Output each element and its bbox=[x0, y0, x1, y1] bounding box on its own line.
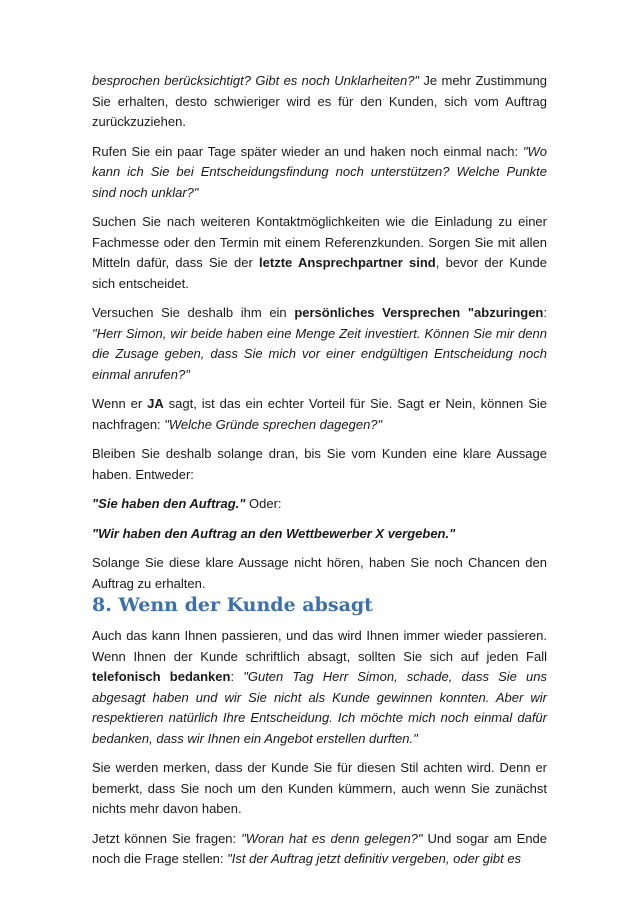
paragraph-text: Versuchen Sie deshalb ihm ein bbox=[92, 305, 295, 320]
paragraph-text: : bbox=[543, 305, 547, 320]
paragraph-text: Jetzt können Sie fragen: bbox=[92, 830, 242, 846]
paragraph-text: Oder: bbox=[245, 496, 282, 511]
bold-emphasis: telefonisch bedanken bbox=[92, 669, 231, 684]
paragraph-kontaktmoeglichkeiten bbox=[92, 212, 547, 294]
bold-emphasis: persönliches Versprechen "abzuringen bbox=[294, 305, 544, 320]
paragraph-text: Auch das kann Ihnen passieren, und das wird Ihnen immer wieder passieren. Wenn Ihnen der Kunde schriftlich absagt, sollten Sie sich auf jeden Fall bbox=[92, 628, 547, 664]
bold-italic-quote: "Wir haben den Auftrag an den Wettbewerber X vergeben." bbox=[92, 525, 456, 541]
bold-emphasis: letzte Ansprechpartner sind bbox=[259, 255, 436, 270]
paragraph-text: Solange Sie diese klare Aussage nicht hören, haben Sie noch Chancen den Auftrag zu erhalten. bbox=[92, 555, 547, 591]
bold-italic-quote: "Sie haben den Auftrag." bbox=[92, 496, 246, 511]
paragraph-text: : bbox=[230, 669, 244, 684]
paragraph-absage bbox=[92, 626, 547, 749]
italic-quote: "Guten Tag Herr Simon, schade, dass Sie uns abgesagt haben und wir Sie nicht als Kunde gewinnen konnten. Aber wir respektieren natürlich Ihre Entscheidung. Ich möchte mich noch einmal dafür bedanken, dass wir Ihnen ein Angebot erstellen durften." bbox=[92, 669, 547, 746]
italic-quote: "Ist der Auftrag jetzt definitiv vergeben, oder gibt es bbox=[227, 851, 522, 866]
paragraph-text: Bleiben Sie deshalb solange dran, bis Sie vom Kunden eine klare Aussage haben. Entweder: bbox=[92, 446, 547, 482]
paragraph-chancen bbox=[92, 553, 547, 594]
paragraph-text: Und sogar am Ende noch die Frage stellen: bbox=[92, 830, 548, 866]
italic-quote: "Woran hat es denn gelegen?" bbox=[241, 830, 423, 846]
section-content bbox=[92, 626, 547, 879]
paragraph-ja-nein bbox=[92, 394, 547, 435]
paragraph-nachhaken bbox=[92, 142, 547, 204]
paragraph-auftrag bbox=[92, 494, 547, 515]
paragraph-text: Suchen Sie nach weiteren Kontaktmöglichkeiten wie die Einladung zu einer Fachmesse oder den Termin mit einem Referenzkunden. Sorgen Sie mit allen Mitteln dafür, dass Sie der bbox=[92, 214, 547, 270]
italic-question: besprochen berücksichtigt? Gibt es noch Unklarheiten?" bbox=[92, 73, 420, 88]
bold-emphasis: JA bbox=[147, 396, 164, 411]
paragraph-wettbewerber bbox=[92, 524, 547, 545]
paragraph-versprechen bbox=[92, 303, 547, 385]
paragraph-text: sagt, ist das ein echter Vorteil für Sie. Sagt er Nein, können Sie nachfragen: bbox=[92, 396, 547, 432]
italic-quote: "Welche Gründe sprechen dagegen?" bbox=[164, 416, 383, 432]
paragraph-text: Wenn er bbox=[92, 396, 148, 411]
document-page bbox=[92, 71, 548, 866]
italic-quote: "Wo kann ich Sie bei Entscheidungsfindung noch unterstützen? Welche Punkte sind noch unklar?" bbox=[92, 143, 547, 200]
paragraph-fragen bbox=[92, 829, 547, 870]
paragraph-dranbleiben bbox=[92, 444, 547, 485]
section-heading: 8. Wenn der Kunde absagt bbox=[92, 594, 373, 616]
paragraph-text: , bevor der Kunde sich entscheidet. bbox=[92, 255, 547, 291]
paragraph-stil bbox=[92, 758, 547, 820]
paragraph-text: Je mehr Zustimmung Sie erhalten, desto schwieriger wird es für den Kunden, sich vom Auftrag zurückzuziehen. bbox=[92, 73, 547, 129]
italic-quote: "Herr Simon, wir beide haben eine Menge Zeit investiert. Können Sie mir denn die Zusage geben, dass Sie mich vor einer endgültigen Entscheidung noch einmal anrufen?" bbox=[92, 325, 547, 382]
paragraph-text: Sie werden merken, dass der Kunde Sie für diesen Stil achten wird. Denn er bemerkt, dass Sie noch um den Kunden kümmern, auch wenn Sie zunächst nichts mehr davon haben. bbox=[92, 760, 547, 816]
paragraph-text: Rufen Sie ein paar Tage später wieder an und haken noch einmal nach: bbox=[92, 143, 523, 159]
paragraph-zustimmung bbox=[92, 71, 547, 133]
